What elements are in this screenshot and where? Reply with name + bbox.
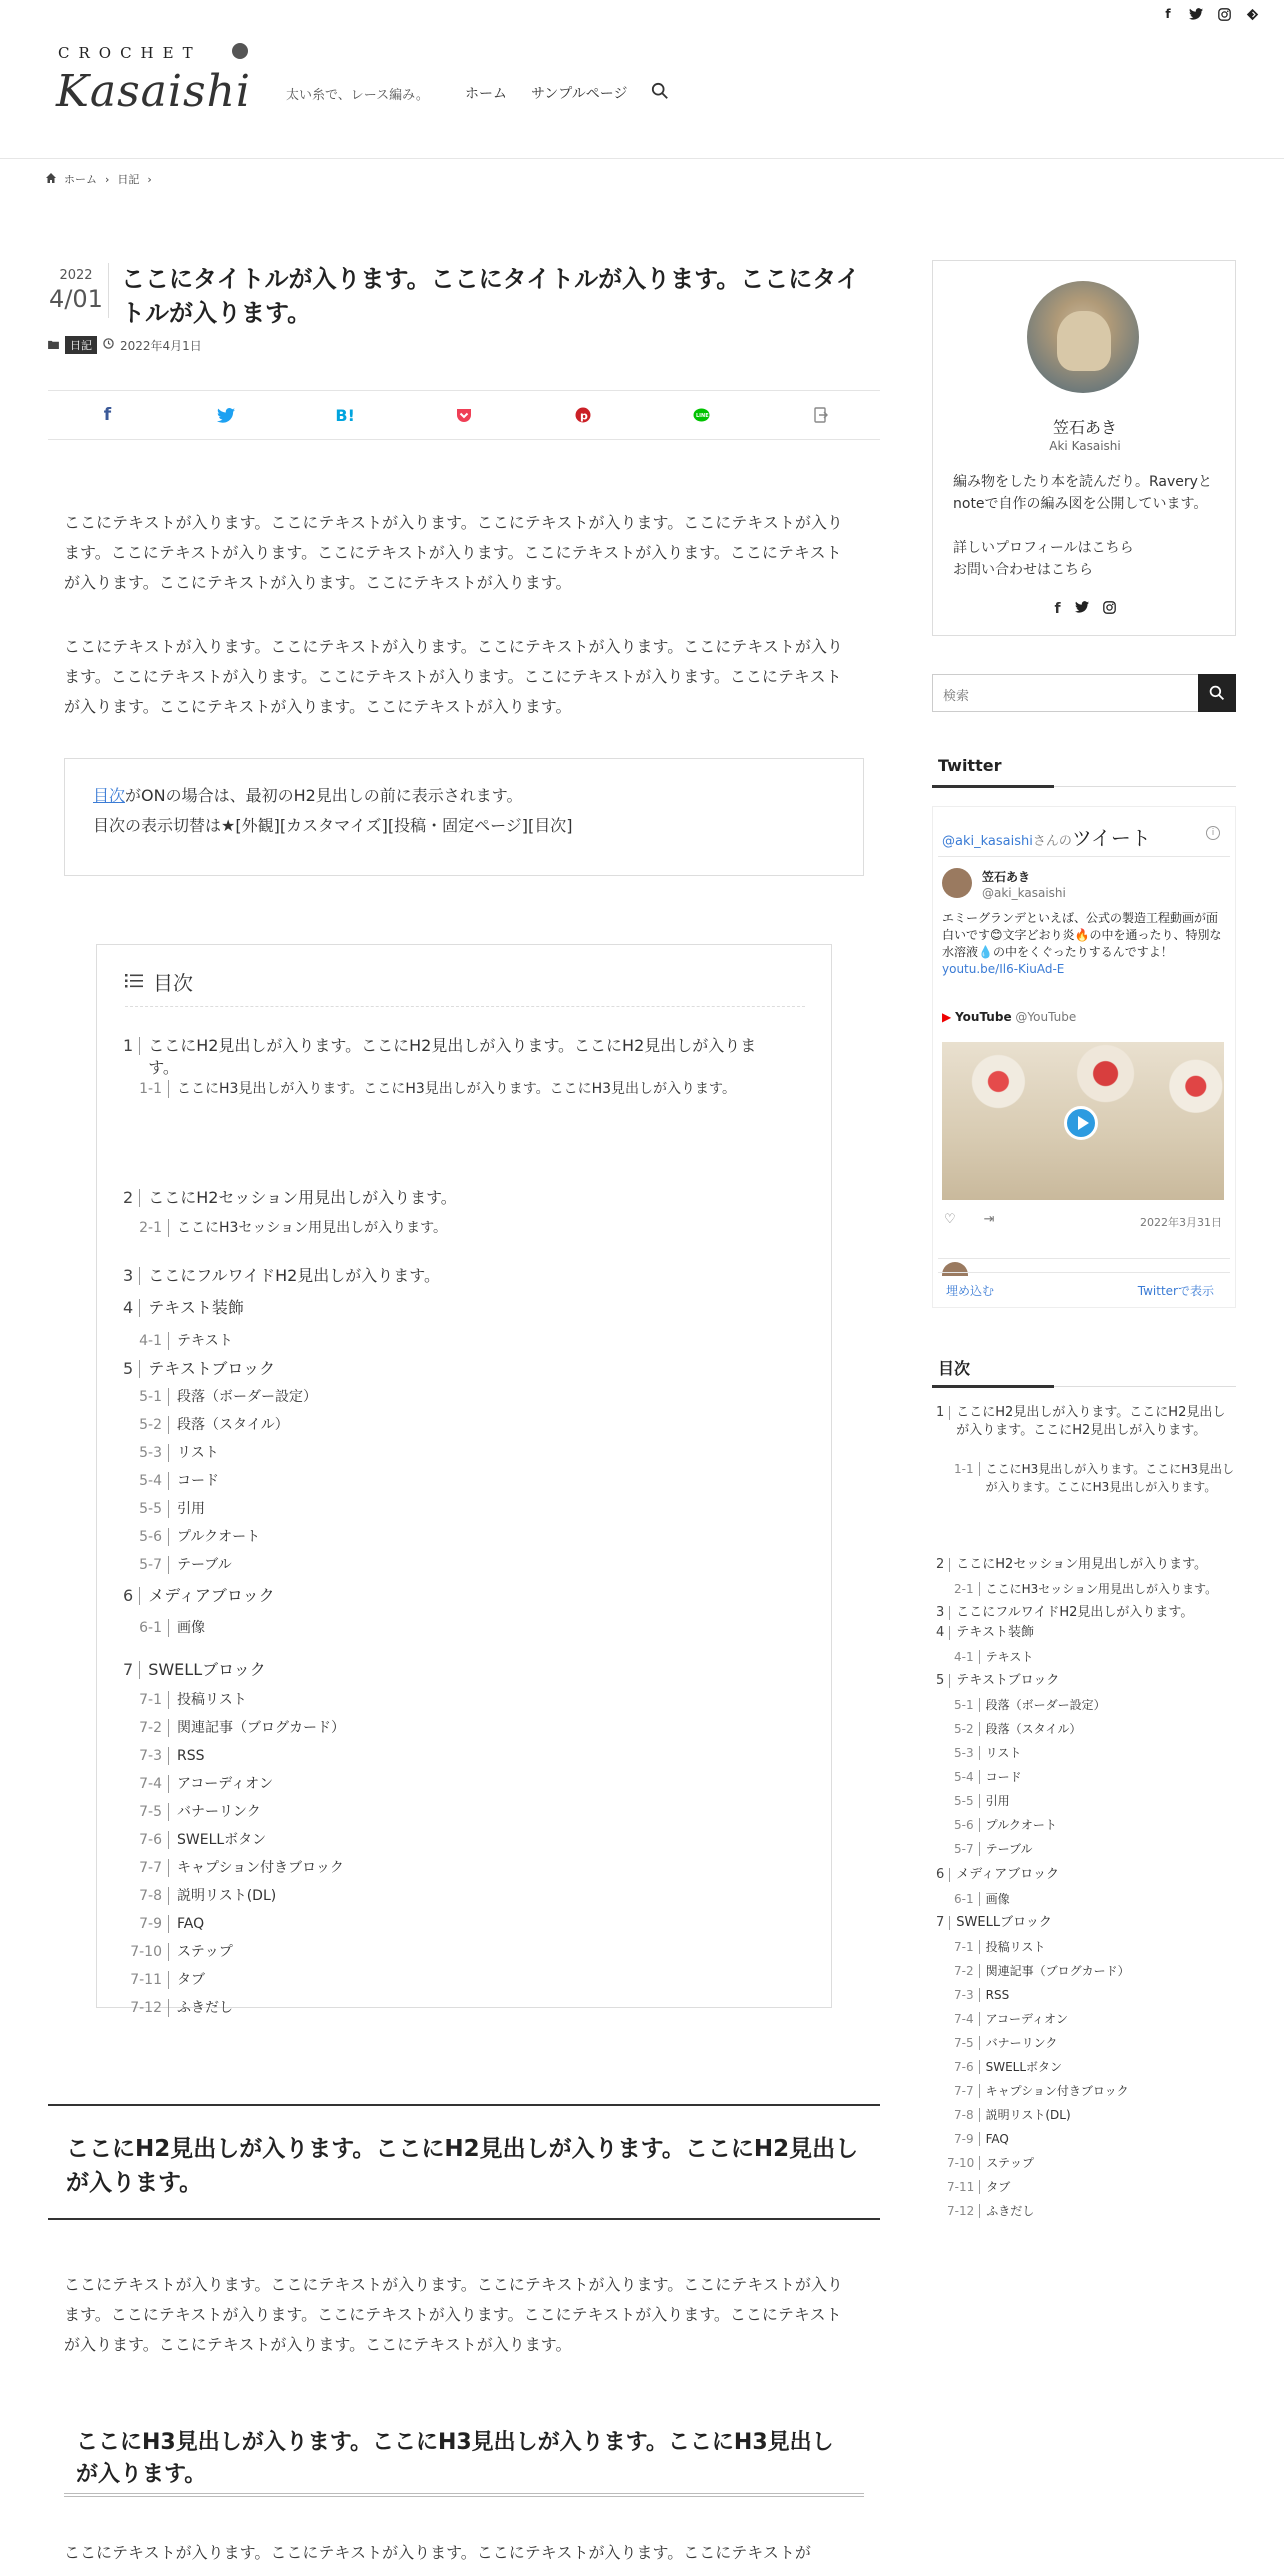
contact-link[interactable]: お問い合わせはこちら [953, 562, 1093, 578]
toc-item-label: ここにH3見出しが入ります。ここにH3見出しが入ります。ここにH3見出しが入ります。 [985, 1462, 1234, 1494]
play-icon[interactable] [1064, 1106, 1098, 1140]
toc-item-label: キャプション付きブロック [177, 1860, 344, 1876]
toc-item[interactable] [135, 1689, 775, 1711]
sidebar-toc-item[interactable] [954, 1962, 1236, 1980]
info-icon[interactable]: i [1206, 826, 1220, 840]
toc-item-label: コード [177, 1473, 219, 1489]
toc-item-label: テキスト [985, 1650, 1034, 1664]
toc-item-number: 7-10 [127, 1943, 169, 1961]
toc-item-number: 4-1 [954, 1650, 980, 1664]
toc-item-number: 7-12 [947, 2204, 980, 2218]
sidebar-toc-item[interactable] [954, 1460, 1236, 1496]
breadcrumb [46, 171, 152, 187]
toc-item-label: 画像 [985, 1892, 1010, 1906]
pocket-share-button[interactable] [405, 391, 524, 439]
sidebar-toc-item[interactable] [936, 1604, 1236, 1622]
toc-item[interactable] [127, 1941, 767, 1963]
toc-item-number: 7-11 [947, 2180, 980, 2194]
toc-item-label: テーブル [177, 1557, 232, 1573]
toc-item-label: FAQ [177, 1916, 205, 1932]
toc-item-number: 5-5 [954, 1794, 980, 1808]
toc-item[interactable] [123, 1585, 783, 1607]
notice-box [64, 758, 864, 876]
toc-item-label: ここにH3見出しが入ります。ここにH3見出しが入ります。ここにH3見出しが入ります。 [177, 1081, 736, 1097]
heart-icon[interactable]: ♡ [944, 1212, 956, 1227]
toc-item[interactable] [135, 1717, 775, 1739]
toc-item-label: アコーディオン [177, 1776, 274, 1792]
toc-item-number: 5-6 [135, 1528, 169, 1546]
toc-header [125, 967, 805, 1007]
toc-item[interactable] [123, 1358, 783, 1380]
profile-name: 笠石あき [1052, 418, 1117, 437]
toc-item-label: 段落（スタイル） [177, 1417, 289, 1433]
toc-item[interactable] [135, 1857, 775, 1879]
toc-item-number: 5-4 [954, 1770, 980, 1784]
toc-item-number: 7-4 [954, 2012, 980, 2026]
toc-item-number: 7-4 [135, 1775, 169, 1793]
toc-item-label: メディアブロック [148, 1586, 275, 1605]
toc-item-number: 7-9 [135, 1915, 169, 1933]
folder-icon [48, 338, 59, 352]
toc-item-number: 7-1 [135, 1691, 169, 1709]
toc-item[interactable] [127, 1969, 767, 1991]
tweet-text: エミーグランデといえば、公式の製造工程動画が面白いです😊文字どおり炎🔥の中を通ったり、特別な水溶液💧の中をくぐったりするんですよ！ youtu.be/Il6-KiuAd-E [942, 911, 1222, 976]
toc-item-label: RSS [177, 1748, 205, 1764]
chevron-right-icon: › [105, 172, 110, 186]
profile-links [953, 537, 1134, 581]
body-paragraph: ここにテキストが入ります。ここにテキストが入ります。ここにテキストが入ります。ここにテキストが入ります。ここにテキストが入ります。ここにテキストが入ります。ここにテキストが入ります。ここにテキストが入ります。ここにテキストが入ります。ここにテキストが入ります。 [64, 637, 843, 716]
twitter-share-button[interactable] [167, 391, 286, 439]
tweet-date[interactable]: 2022年3月31日 [1140, 1216, 1222, 1229]
twitter-widget-title: Twitter [938, 756, 1002, 775]
toc-item-number: 7-5 [135, 1803, 169, 1821]
post-meta [48, 336, 202, 354]
toc-item-number: 5-1 [135, 1388, 169, 1406]
toc-item-number: 5-3 [954, 1746, 980, 1760]
sidebar-toc-item[interactable] [954, 2082, 1236, 2100]
toc-item-label: 説明リスト(DL) [985, 2108, 1071, 2122]
toc-widget-title: 目次 [938, 1359, 971, 1378]
toc-item-label: テキストブロック [148, 1359, 276, 1378]
post-year: 2022 [59, 268, 93, 283]
toc-item-label: SWELLブロック [148, 1660, 266, 1679]
timeline-header: @aki_kasaishiさんのツイート [942, 826, 1151, 850]
sidebar-toc-item[interactable] [954, 1792, 1236, 1810]
toc-link[interactable]: 目次 [93, 786, 126, 805]
toc-item-label: ここにフルワイドH2見出しが入ります。 [148, 1266, 440, 1285]
toc-item-number: 3 [123, 1267, 140, 1285]
toc-item-label: ステップ [177, 1944, 233, 1960]
widget-title-underline [932, 1386, 1236, 1387]
toc-item-label: ここにH2見出しが入ります。ここにH2見出しが入ります。ここにH2見出しが入ります。 [148, 1036, 757, 1077]
toc-item[interactable] [123, 1187, 783, 1209]
sidebar-toc-item[interactable] [936, 1624, 1236, 1642]
toc-item[interactable] [135, 1554, 775, 1576]
toc-item-label: 関連記事（ブログカード） [985, 1964, 1130, 1978]
toc-item-number: 7-2 [954, 1964, 980, 1978]
facebook-icon[interactable]: f [1165, 7, 1171, 21]
toc-item-number: 5 [936, 1674, 950, 1688]
sidebar-toc-item[interactable] [954, 1938, 1236, 1956]
toc-item-label: プルクオート [985, 1818, 1057, 1832]
profile-widget [932, 260, 1236, 636]
toc-item-label: SWELLボタン [177, 1832, 267, 1848]
clock-icon [103, 338, 114, 352]
nav-sample-page[interactable]: サンプルページ [531, 86, 628, 102]
instagram-icon[interactable] [1103, 601, 1116, 618]
toc-item-label: RSS [985, 1988, 1010, 2002]
svg-text:p: p [579, 409, 588, 423]
toc-item-number: 5-2 [135, 1416, 169, 1434]
list-icon [125, 967, 143, 995]
sidebar-toc-item[interactable] [936, 1914, 1236, 1932]
sidebar-toc-item[interactable] [954, 2106, 1236, 2124]
toc-item-number: 1 [936, 1406, 950, 1420]
toc-item-number: 6 [123, 1587, 140, 1605]
share-icon[interactable]: ⇥ [983, 1212, 995, 1227]
toc-item-number: 1-1 [135, 1080, 169, 1098]
toc-item-number: 7-6 [954, 2060, 980, 2074]
logo-script-text: Kasaishi [56, 66, 251, 117]
sidebar-toc-item[interactable] [954, 2010, 1236, 2028]
pinterest-share-button[interactable] [523, 391, 642, 439]
youtube-icon: ▶ [942, 1010, 952, 1024]
toc-item-label: SWELLブロック [956, 1915, 1052, 1930]
toc-item-label: コード [985, 1770, 1022, 1784]
toc-item-label: 投稿リスト [985, 1940, 1046, 1954]
toc-item-label: 段落（ボーダー設定） [985, 1698, 1106, 1712]
toc-item-label: 引用 [985, 1794, 1010, 1808]
toc-item-label: ふきだし [986, 2204, 1035, 2218]
toc-item-label: 段落（スタイル） [985, 1722, 1082, 1736]
toc-item-label: 関連記事（ブログカード） [177, 1720, 345, 1736]
toc-item-number: 5-7 [135, 1556, 169, 1574]
yarn-ball-icon [232, 43, 248, 59]
tweet-actions [944, 1212, 995, 1227]
table-of-contents [96, 944, 832, 2016]
toc-item-label: タブ [177, 1972, 205, 1988]
search-button[interactable] [1198, 674, 1236, 712]
breadcrumb-category[interactable]: 日記 [117, 173, 140, 186]
breadcrumb-home[interactable]: ホーム [64, 173, 97, 186]
toc-item-number: 5-2 [954, 1722, 980, 1736]
toc-item[interactable] [135, 1078, 775, 1100]
toc-item[interactable] [135, 1773, 775, 1795]
toc-item-label: テキスト装飾 [956, 1625, 1035, 1640]
category-badge[interactable]: 日記 [65, 336, 97, 354]
sidebar-toc-item[interactable] [954, 1986, 1236, 2004]
twitter-handle-link[interactable]: @aki_kasaishi [942, 834, 1033, 849]
toc-item[interactable] [135, 1801, 775, 1823]
sidebar-toc-item[interactable] [936, 1404, 1236, 1440]
twitter-icon[interactable] [1075, 601, 1089, 618]
sidebar-toc-item[interactable] [947, 2178, 1229, 2196]
tweet-link[interactable]: youtu.be/Il6-KiuAd-E [942, 962, 1065, 976]
toc-item-number: 2-1 [954, 1582, 980, 1596]
toc-item-label: バナーリンク [985, 2036, 1058, 2050]
toc-item[interactable] [135, 1442, 775, 1464]
notice-text: がONの場合は、最初のH2見出しの前に表示されます。 [125, 786, 523, 805]
toc-item-label: アコーディオン [985, 2012, 1069, 2026]
toc-item-label: 説明リスト(DL) [177, 1888, 277, 1904]
sidebar-toc-item[interactable] [947, 2202, 1229, 2220]
toc-item-label: リスト [177, 1445, 219, 1461]
toc-item[interactable] [135, 1913, 775, 1935]
sidebar-toc-item[interactable] [954, 1720, 1236, 1738]
toc-item-number: 2-1 [135, 1219, 169, 1237]
home-icon [46, 173, 56, 186]
avatar [1027, 281, 1139, 393]
feedly-icon[interactable] [1244, 6, 1260, 22]
search-form [932, 674, 1236, 712]
toc-item[interactable] [123, 1297, 783, 1319]
facebook-icon[interactable]: f [1054, 601, 1061, 617]
nav-home[interactable]: ホーム [465, 86, 507, 102]
toc-item-label: ここにH2セッション用見出しが入ります。 [148, 1188, 457, 1207]
site-logo[interactable] [56, 40, 261, 140]
toc-item[interactable] [135, 1330, 775, 1352]
view-on-twitter-link[interactable]: Twitterで表示 [1137, 1284, 1214, 1298]
toc-item[interactable] [135, 1829, 775, 1851]
twitter-timeline [932, 806, 1236, 1308]
sidebar-toc-item[interactable] [954, 2058, 1236, 2076]
toc-item-label: テキストブロック [956, 1673, 1060, 1688]
sidebar-toc-item[interactable] [954, 1840, 1236, 1858]
sidebar-toc-item[interactable] [936, 1556, 1236, 1574]
toc-item[interactable] [135, 1470, 775, 1492]
toc-item-label: ステップ [986, 2156, 1034, 2170]
toc-item-number: 7-6 [135, 1831, 169, 1849]
toc-item-number: 2 [123, 1189, 140, 1207]
toc-item[interactable] [135, 1526, 775, 1548]
toc-item-label: 画像 [177, 1620, 205, 1636]
toc-item-number: 4 [936, 1626, 950, 1640]
toc-item[interactable] [127, 1997, 767, 2019]
post-date-box [46, 268, 106, 313]
copy-link-button[interactable] [761, 391, 880, 439]
global-nav [465, 82, 669, 104]
tweet-author[interactable]: 笠石あき [982, 870, 1031, 884]
toc-item-label: テキスト [177, 1333, 233, 1349]
toc-item[interactable] [135, 1386, 775, 1408]
tweet-handle[interactable]: @aki_kasaishi [982, 886, 1066, 900]
toc-item-number: 7-12 [127, 1999, 169, 2017]
sidebar-toc-item[interactable] [954, 1890, 1236, 1908]
sidebar-toc-item[interactable] [947, 2154, 1229, 2172]
toc-item-label: SWELLボタン [985, 2060, 1063, 2074]
facebook-share-button[interactable]: f [103, 405, 112, 425]
header-social-icons [1160, 6, 1260, 22]
post-date: 2022年4月1日 [120, 338, 202, 353]
toc-item-number: 5-6 [954, 1818, 980, 1832]
toc-item-number: 6-1 [135, 1619, 169, 1637]
toc-item-label: 段落（ボーダー設定） [177, 1389, 317, 1405]
toc-item-number: 5 [123, 1360, 140, 1378]
toc-item-number: 7-2 [135, 1719, 169, 1737]
toc-item-label: ここにH3セッション用見出しが入ります。 [177, 1220, 448, 1236]
search-icon [1209, 685, 1225, 701]
sidebar-toc-item[interactable] [936, 1866, 1236, 1884]
toc-item-number: 5-5 [135, 1500, 169, 1518]
toc-item-label: ここにH3セッション用見出しが入ります。 [985, 1582, 1218, 1596]
share-buttons [48, 390, 880, 440]
toc-item-number: 1-1 [954, 1462, 980, 1476]
toc-item-number: 7-8 [954, 2108, 980, 2122]
h3-heading: ここにH3見出しが入ります。ここにH3見出しが入ります。ここにH3見出しが入ります。 [64, 2423, 864, 2497]
toc-item-number: 7-11 [127, 1971, 169, 1989]
toc-item-label: ここにフルワイドH2見出しが入ります。 [956, 1605, 1194, 1620]
toc-item-number: 7-1 [954, 1940, 980, 1954]
toc-title: 目次 [153, 971, 193, 995]
toc-item-number: 7 [123, 1661, 140, 1679]
toc-item-number: 7-3 [954, 1988, 980, 2002]
notice-text: 目次の表示切替は★[外観][カスタマイズ][投稿・固定ページ][目次] [93, 816, 573, 835]
toc-item[interactable] [135, 1217, 775, 1239]
toc-item-number: 1 [123, 1037, 140, 1055]
toc-item-number: 7-5 [954, 2036, 980, 2050]
toc-item[interactable] [135, 1745, 775, 1767]
tweet-avatar[interactable] [942, 868, 972, 898]
toc-item-label: プルクオート [177, 1529, 261, 1545]
site-tagline: 太い糸で、レース編み。 [286, 88, 429, 103]
youtube-card-label: ▶ YouTube @YouTube [942, 1010, 1077, 1024]
toc-item[interactable] [123, 1265, 783, 1287]
body-paragraph: ここにテキストが入ります。ここにテキストが入ります。ここにテキストが入ります。ここにテキストが入ります。ここにテキストが入ります。ここにテキストが入ります。ここにテキストが入ります。ここにテキストが入ります。ここにテキストが入ります。ここにテキストが入ります。 [64, 2275, 843, 2354]
toc-item-number: 4 [123, 1299, 140, 1317]
logo-crochet-text: CROCHET [58, 44, 202, 62]
sidebar-toc-item[interactable] [954, 2130, 1236, 2148]
toc-item-label: 引用 [177, 1501, 205, 1517]
toc-item-number: 5-4 [135, 1472, 169, 1490]
toc-item-number: 4-1 [135, 1332, 169, 1350]
sidebar-toc-item[interactable] [954, 1648, 1236, 1666]
toc-item-number: 2 [936, 1558, 950, 1572]
sidebar-toc-item[interactable] [954, 2034, 1236, 2052]
search-icon[interactable] [651, 82, 669, 104]
chevron-right-icon: › [147, 172, 152, 186]
toc-item-number: 7-7 [135, 1859, 169, 1877]
h2-heading: ここにH2見出しが入ります。ここにH2見出しが入ります。ここにH2見出しが入ります。 [48, 2104, 880, 2220]
toc-item-number: 5-1 [954, 1698, 980, 1712]
toc-item[interactable] [123, 1035, 783, 1079]
toc-item-label: メディアブロック [956, 1867, 1059, 1882]
profile-link[interactable]: 詳しいプロフィールはこちら [953, 540, 1134, 556]
embed-link[interactable]: 埋め込む [946, 1284, 995, 1298]
toc-item-label: テキスト装飾 [148, 1298, 244, 1317]
hatena-share-button[interactable]: B! [335, 405, 355, 425]
toc-item-number: 7-3 [135, 1747, 169, 1765]
widget-title-underline [932, 786, 1236, 787]
toc-item-label: ここにH2セッション用見出しが入ります。 [956, 1557, 1208, 1572]
header-divider [0, 158, 1284, 159]
toc-item-number: 7-7 [954, 2084, 980, 2098]
toc-item-number: 7 [936, 1916, 950, 1930]
instagram-icon[interactable] [1216, 6, 1232, 22]
toc-item-label: タブ [986, 2180, 1011, 2194]
line-share-button[interactable] [642, 391, 761, 439]
toc-item-number: 5-7 [954, 1842, 980, 1856]
toc-item-number: 5-3 [135, 1444, 169, 1462]
twitter-icon[interactable] [1188, 6, 1204, 22]
toc-item-label: FAQ [985, 2132, 1009, 2146]
profile-name-en: Aki Kasaishi [1049, 439, 1121, 453]
toc-item-label: テーブル [985, 1842, 1033, 1856]
date-divider [108, 263, 109, 318]
page-title: ここにタイトルが入ります。ここにタイトルが入ります。ここにタイトルが入ります。 [121, 265, 860, 327]
toc-item-number: 6 [936, 1868, 950, 1882]
toc-item[interactable] [135, 1885, 775, 1907]
toc-item-number: 6-1 [954, 1892, 980, 1906]
post-monthday: 4/01 [49, 285, 103, 313]
toc-item-number: 7-9 [954, 2132, 980, 2146]
sidebar-toc-item[interactable] [954, 1816, 1236, 1834]
toc-item[interactable] [123, 1659, 783, 1681]
body-paragraph: ここにテキストが入ります。ここにテキストが入ります。ここにテキストが入ります。ここにテキストが [64, 2543, 811, 2562]
toc-item-number: 7-8 [135, 1887, 169, 1905]
sidebar-toc-item[interactable] [954, 1580, 1236, 1598]
toc-item-number: 3 [936, 1606, 950, 1620]
sidebar-toc-item[interactable] [954, 1696, 1236, 1714]
body-paragraph: ここにテキストが入ります。ここにテキストが入ります。ここにテキストが入ります。ここにテキストが入ります。ここにテキストが入ります。ここにテキストが入ります。ここにテキストが入ります。ここにテキストが入ります。ここにテキストが入ります。ここにテキストが入ります。 [64, 513, 843, 592]
toc-item-label: リスト [985, 1746, 1022, 1760]
sidebar-toc-item[interactable] [954, 1768, 1236, 1786]
toc-item-label: 投稿リスト [177, 1692, 247, 1708]
toc-item-label: キャプション付きブロック [985, 2084, 1129, 2098]
search-input[interactable]: 検索 [932, 674, 1198, 712]
toc-item[interactable] [135, 1617, 775, 1639]
toc-item-label: バナーリンク [177, 1804, 261, 1820]
profile-social-icons [933, 601, 1237, 618]
sidebar-toc-item[interactable] [936, 1672, 1236, 1690]
toc-item[interactable] [135, 1498, 775, 1520]
svg-text:LINE: LINE [696, 412, 709, 419]
sidebar-toc-item[interactable] [954, 1744, 1236, 1762]
toc-item-label: ここにH2見出しが入ります。ここにH2見出しが入ります。ここにH2見出しが入ります。 [956, 1405, 1226, 1438]
toc-item[interactable] [135, 1414, 775, 1436]
profile-bio: 編み物をしたり本を読んだり。Raveryとnoteで自作の編み図を公開しています。 [953, 474, 1212, 512]
toc-item-label: ふきだし [177, 2000, 233, 2016]
toc-item-number: 7-10 [947, 2156, 980, 2170]
